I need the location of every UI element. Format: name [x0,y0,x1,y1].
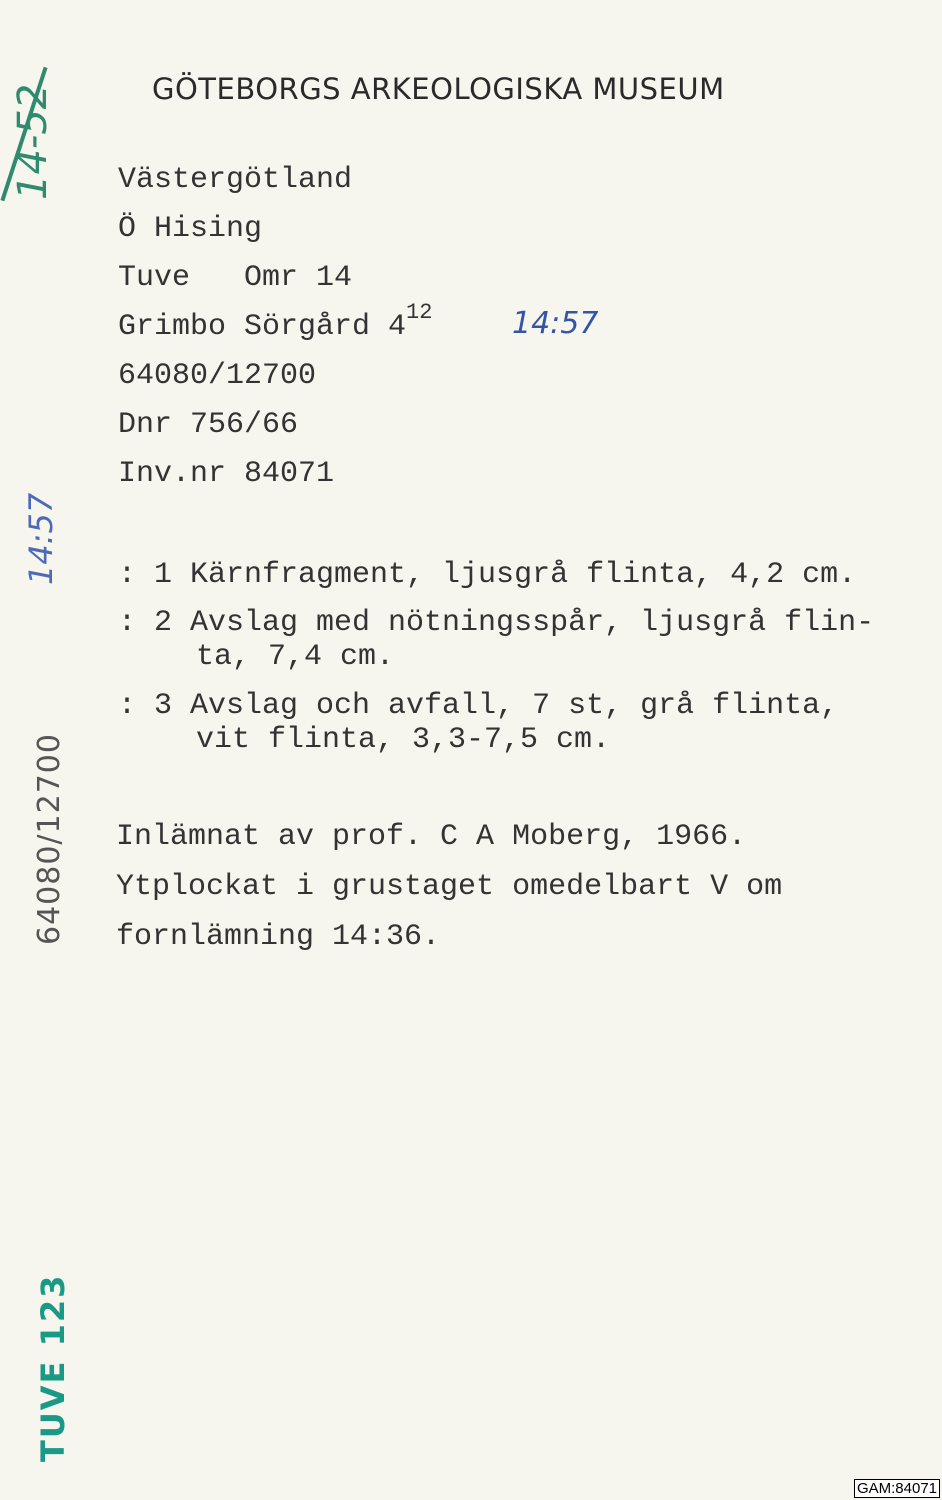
find-item-2 [118,606,874,674]
site-line [118,300,433,344]
note-line-3: fornlämning 14:36. [116,920,441,954]
margin-tuve-number: TUVE 123 [34,1273,72,1462]
handwritten-site-number: 14:57 [512,306,599,341]
inventory-number: Inv.nr 84071 [118,457,335,491]
find-item-3-line2: vit flinta, 3,3-7,5 cm. [196,723,611,757]
site: Grimbo Sörgård 4 [118,310,407,344]
district: Ö Hising [118,212,263,246]
find-item-2-line2: ta, 7,4 cm. [196,640,395,674]
margin-handwritten-top: 14-52 [10,83,56,200]
find-item-1-line1: : 1 Kärnfragment, ljusgrå flinta, 4,2 cm. [118,558,857,592]
coordinates: 64080/12700 [118,359,317,393]
find-item-3 [118,689,838,757]
find-item-2-line1: : 2 Avslag med nötningsspår, ljusgrå flin- [118,606,875,640]
parish-line [118,261,352,295]
parish: Tuve [118,261,191,295]
margin-coordinates: 64080/12700 [32,733,67,945]
area: Omr 14 [244,261,353,295]
note-line-2: Ytplockat i grustaget omedelbart V om [116,870,783,904]
find-item-1 [118,558,856,592]
find-item-3-line1: : 3 Avslag och avfall, 7 st, grå flinta, [118,689,839,723]
catalog-stamp: GAM:84071 [854,1479,940,1498]
diary-number: Dnr 756/66 [118,408,299,442]
site-superscript: 12 [406,300,433,325]
museum-header: GÖTEBORGS ARKEOLOGISKA MUSEUM [152,72,725,106]
province: Västergötland [118,163,353,197]
margin-handwritten-mid: 14:57 [22,492,60,585]
note-line-1: Inlämnat av prof. C A Moberg, 1966. [116,820,747,854]
